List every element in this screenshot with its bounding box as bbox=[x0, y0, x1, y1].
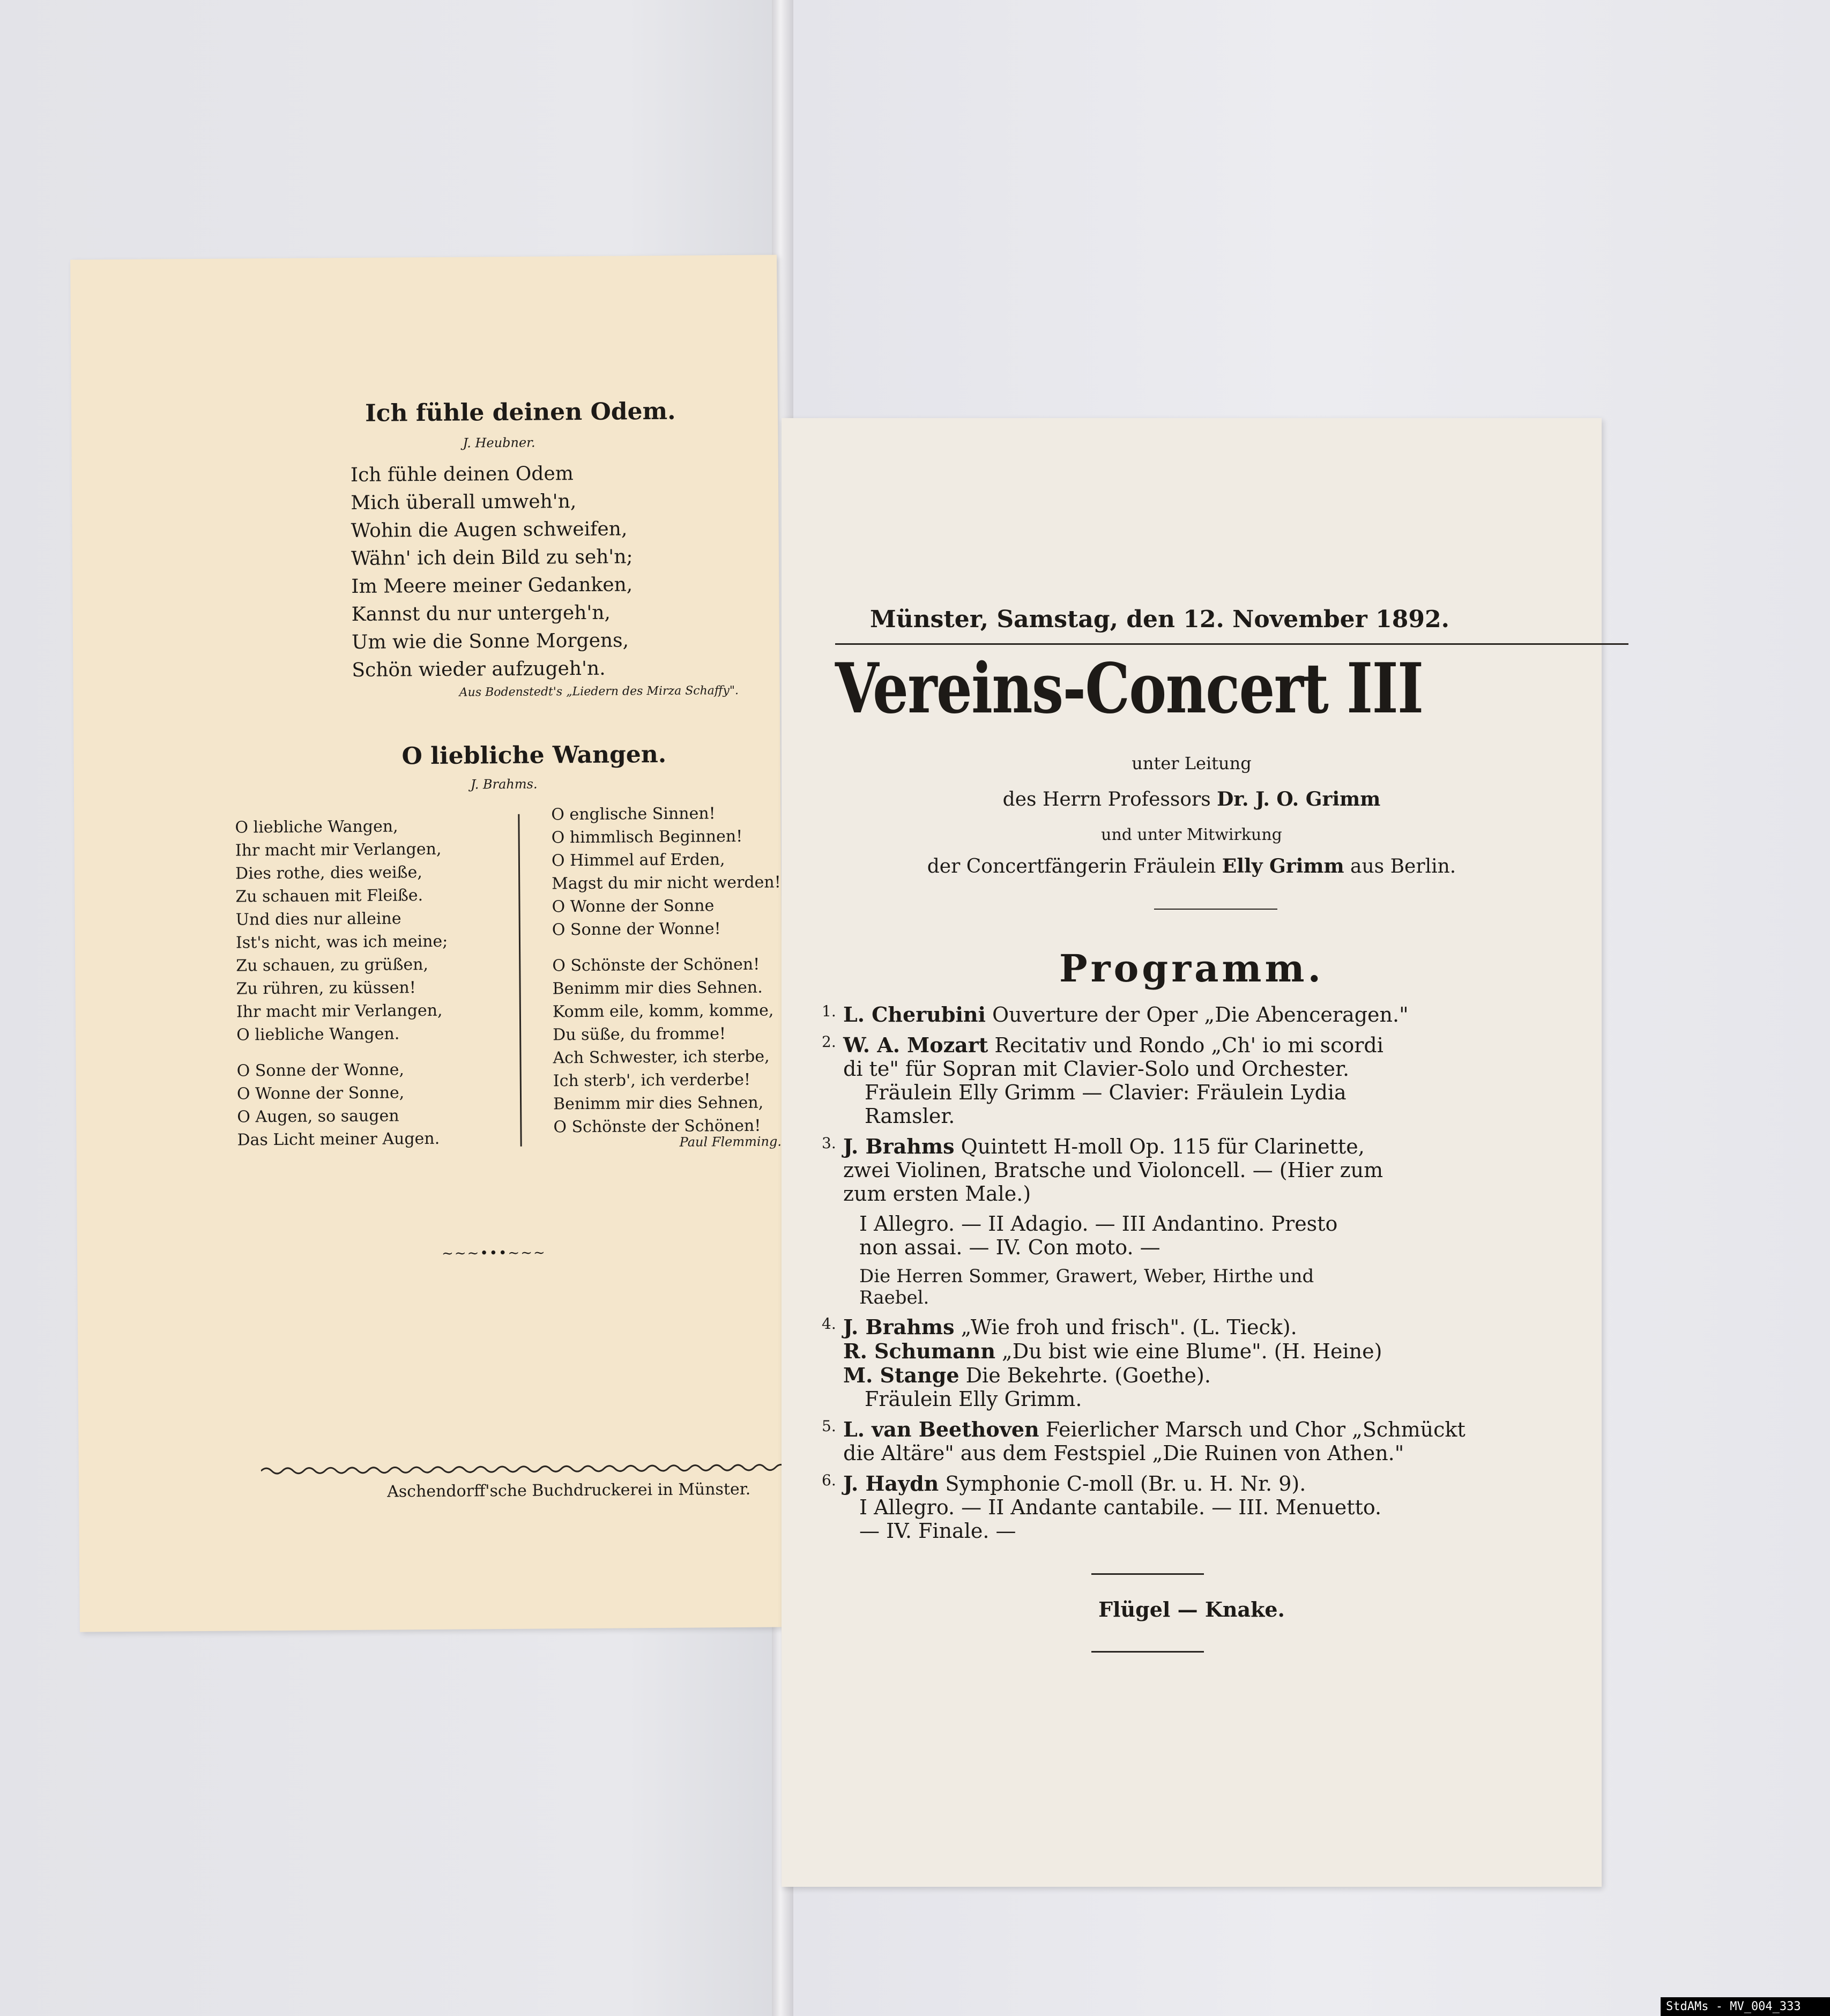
work-text: Quintett H-moll Op. 115 für Clarinette, bbox=[954, 1135, 1365, 1158]
item-number: 5. bbox=[822, 1417, 836, 1435]
verse-line: Im Meere meiner Gedanken, bbox=[351, 574, 633, 598]
verse-line: O Augen, so saugen bbox=[237, 1106, 399, 1127]
item-line bbox=[843, 1002, 1409, 1026]
header-rule bbox=[835, 643, 1628, 645]
subtitle-singer bbox=[782, 855, 1602, 877]
poem2-author: Paul Flemming. bbox=[679, 1134, 782, 1150]
verse-line: O liebliche Wangen. bbox=[236, 1024, 400, 1045]
wavy-rule bbox=[261, 1461, 786, 1477]
conductor-name: Dr. J. O. Grimm bbox=[1217, 788, 1381, 810]
poem1-verse bbox=[351, 459, 634, 685]
verse-line: Mich überall umweh'n, bbox=[351, 490, 577, 514]
printer-credit: Aschendorff'sche Buchdruckerei in Münster. bbox=[387, 1479, 751, 1501]
work-text: Symphonie C-moll (Br. u. H. Nr. 9). bbox=[939, 1472, 1306, 1496]
singer-name: Elly Grimm bbox=[1222, 855, 1344, 877]
work-text: Die Bekehrte. (Goethe). bbox=[959, 1364, 1211, 1387]
verse-line: Wähn' ich dein Bild zu seh'n; bbox=[351, 546, 633, 570]
verse-line: O Schönste der Schönen! bbox=[553, 1116, 761, 1137]
item-line bbox=[843, 1339, 1382, 1363]
poem2-title: O liebliche Wangen. bbox=[401, 740, 667, 770]
verse-line: Ihr macht mir Verlangen, bbox=[235, 839, 442, 860]
verse-line: Dies rothe, dies weiße, bbox=[235, 863, 422, 883]
composer-name: J. Haydn bbox=[843, 1471, 939, 1496]
verse-line: O Schönste der Schönen! bbox=[552, 955, 760, 976]
item-number: 2. bbox=[822, 1033, 836, 1051]
item-number: 4. bbox=[822, 1315, 836, 1333]
short-rule bbox=[1154, 909, 1277, 910]
subtitle-conductor bbox=[782, 788, 1602, 810]
item-line: Fräulein Elly Grimm — Clavier: Fräulein Lydia bbox=[865, 1081, 1347, 1104]
program-item bbox=[822, 1033, 1599, 1128]
verse-line: O Wonne der Sonne, bbox=[236, 1083, 405, 1104]
verse-line: Zu schauen, zu grüßen, bbox=[236, 955, 429, 976]
verse-line: O englische Sinnen! bbox=[551, 804, 716, 824]
verse-line: Zu rühren, zu küssen! bbox=[236, 978, 416, 999]
verse-line: Und dies nur alleine bbox=[235, 909, 401, 929]
poem2-composer: J. Brahms. bbox=[470, 776, 538, 792]
item-lines bbox=[843, 1134, 1383, 1308]
program-item bbox=[822, 1471, 1599, 1543]
item-line bbox=[843, 1363, 1382, 1387]
verse-line: O Sonne der Wonne! bbox=[552, 919, 721, 940]
conductor-prefix: des Herrn Professors bbox=[1002, 788, 1217, 810]
program-item bbox=[822, 1315, 1599, 1411]
archive-stamp: StdAMs - MV_004_333 bbox=[1661, 1997, 1830, 2016]
verse-line: Ihr macht mir Verlangen, bbox=[236, 1001, 443, 1022]
poem1-composer: J. Heubner. bbox=[463, 435, 535, 451]
date-line: Münster, Samstag, den 12. November 1892. bbox=[870, 606, 1449, 633]
program-heading: Programm. bbox=[1059, 946, 1324, 991]
item-line bbox=[843, 1033, 1383, 1057]
ornament-divider: ~~~•••~~~ bbox=[441, 1245, 546, 1262]
item-line: non assai. — IV. Con moto. — bbox=[859, 1236, 1161, 1259]
program-list bbox=[822, 1002, 1599, 1549]
verse-line: O himmlisch Beginnen! bbox=[551, 827, 743, 847]
verse-line: Ach Schwester, ich sterbe, bbox=[553, 1047, 770, 1068]
work-text: „Wie froh und frisch". (L. Tieck). bbox=[954, 1315, 1297, 1339]
item-line bbox=[843, 1134, 1383, 1158]
subtitle-direction: unter Leitung bbox=[1132, 753, 1252, 773]
verse-line: O Wonne der Sonne bbox=[552, 896, 715, 917]
subtitle-assisting: und unter Mitwirkung bbox=[1101, 825, 1282, 844]
item-line bbox=[843, 1417, 1466, 1441]
column-divider bbox=[518, 814, 522, 1147]
verse-line: O liebliche Wangen, bbox=[235, 817, 398, 837]
verse-line: Schön wieder aufzugeh'n. bbox=[352, 657, 606, 681]
verse-line: Benimm mir dies Sehnen. bbox=[552, 978, 763, 999]
concert-title: Vereins-Concert III bbox=[835, 649, 1423, 729]
item-line: die Altäre" aus dem Festspiel „Die Ruinen von Athen." bbox=[843, 1441, 1404, 1465]
item-line bbox=[843, 1315, 1382, 1339]
item-lines bbox=[843, 1471, 1381, 1543]
verse-line: Wohin die Augen schweifen, bbox=[351, 518, 628, 542]
item-number: 6. bbox=[822, 1471, 836, 1489]
composer-name: J. Brahms bbox=[843, 1134, 955, 1158]
verse-line: O Sonne der Wonne, bbox=[236, 1060, 405, 1081]
composer-name: W. A. Mozart bbox=[843, 1033, 988, 1057]
item-line: Ramsler. bbox=[865, 1104, 955, 1128]
piano-credit: Flügel — Knake. bbox=[1098, 1597, 1285, 1621]
verse-line: Ist's nicht, was ich meine; bbox=[235, 932, 448, 953]
item-line: I Allegro. — II Adagio. — III Andantino. Presto bbox=[859, 1212, 1338, 1236]
composer-name: L. van Beethoven bbox=[843, 1417, 1039, 1441]
item-line: Raebel. bbox=[859, 1287, 929, 1308]
singer-suffix: aus Berlin. bbox=[1344, 856, 1456, 877]
singer-prefix: der Concertfängerin Fräulein bbox=[927, 856, 1222, 877]
verse-line: Das Licht meiner Augen. bbox=[237, 1129, 440, 1150]
item-lines bbox=[843, 1002, 1409, 1026]
item-line: I Allegro. — II Andante cantabile. — III. Menuetto. bbox=[859, 1496, 1382, 1519]
verse-line: Ich sterb', ich verderbe! bbox=[553, 1070, 751, 1091]
item-lines bbox=[843, 1315, 1382, 1411]
item-line: di te" für Sopran mit Clavier-Solo und Orchester. bbox=[843, 1057, 1350, 1081]
item-lines bbox=[843, 1033, 1383, 1128]
composer-name: M. Stange bbox=[843, 1363, 959, 1387]
composer-name: L. Cherubini bbox=[843, 1002, 986, 1026]
verse-line: Komm eile, komm, komme, bbox=[552, 1001, 774, 1022]
item-line: — IV. Finale. — bbox=[859, 1519, 1016, 1543]
item-line bbox=[843, 1471, 1381, 1496]
composer-name: R. Schumann bbox=[843, 1339, 995, 1363]
verse-line: Ich fühle deinen Odem bbox=[350, 463, 574, 486]
poem1-source: Aus Bodenstedt's „Liedern des Mirza Schaffy". bbox=[459, 683, 739, 700]
poem2-column-1 bbox=[235, 815, 449, 1152]
item-line: zum ersten Male.) bbox=[843, 1182, 1031, 1206]
composer-name: J. Brahms bbox=[843, 1315, 955, 1339]
verse-line: Benimm mir dies Sehnen, bbox=[553, 1093, 764, 1114]
verse-line: Kannst du nur untergeh'n, bbox=[351, 601, 611, 626]
footer-rule-bottom bbox=[1091, 1651, 1204, 1653]
work-text: Feierlicher Marsch und Chor „Schmückt bbox=[1039, 1418, 1466, 1441]
verse-line: Um wie die Sonne Morgens, bbox=[351, 629, 629, 653]
item-lines bbox=[843, 1417, 1466, 1465]
verse-line: Du süße, du fromme! bbox=[553, 1024, 726, 1045]
footer-rule-top bbox=[1091, 1573, 1204, 1575]
item-number: 1. bbox=[822, 1002, 836, 1020]
program-item bbox=[822, 1002, 1599, 1026]
item-line: zwei Violinen, Bratsche und Violoncell. — (Hier zum bbox=[843, 1158, 1383, 1182]
work-text: Ouverture der Oper „Die Abenceragen." bbox=[985, 1003, 1409, 1026]
verse-line: Zu schauen mit Fleiße. bbox=[235, 886, 423, 906]
item-line: Die Herren Sommer, Grawert, Weber, Hirthe und bbox=[859, 1266, 1314, 1287]
verse-line: Magst du mir nicht werden! bbox=[552, 873, 781, 894]
poem1-title: Ich fühle deinen Odem. bbox=[364, 397, 676, 427]
right-page bbox=[782, 418, 1602, 1887]
program-item bbox=[822, 1134, 1599, 1308]
work-text: „Du bist wie eine Blume". (H. Heine) bbox=[995, 1340, 1382, 1363]
work-text: Recitativ und Rondo „Ch' io mi scordi bbox=[988, 1033, 1383, 1057]
item-number: 3. bbox=[822, 1134, 836, 1152]
program-item bbox=[822, 1417, 1599, 1465]
verse-line: O Himmel auf Erden, bbox=[551, 850, 725, 871]
left-page bbox=[70, 255, 786, 1632]
poem2-column-2 bbox=[551, 801, 783, 1139]
item-line: Fräulein Elly Grimm. bbox=[865, 1387, 1082, 1411]
